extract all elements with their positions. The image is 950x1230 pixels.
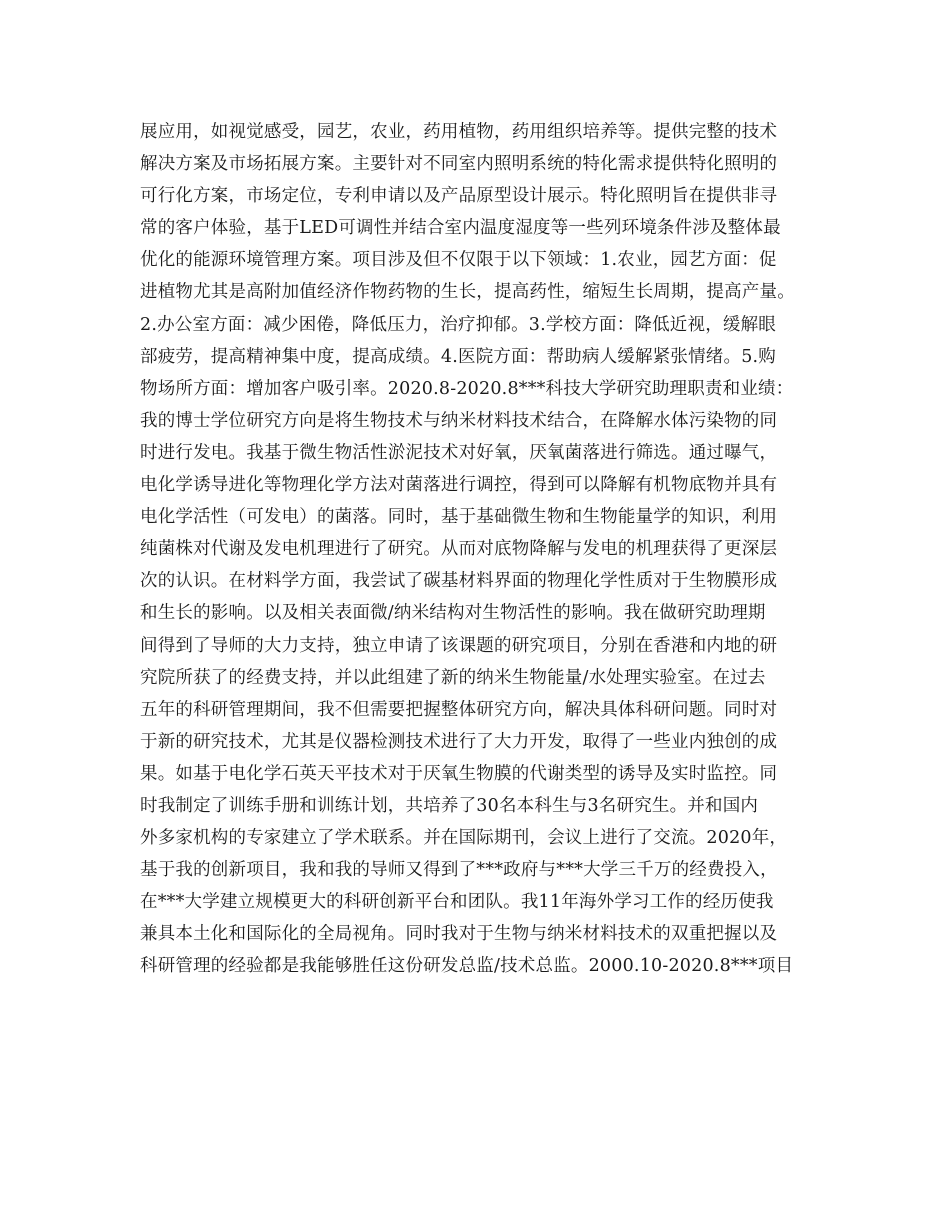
text-line: 五年的科研管理期间，我不但需要把握整体研究方向，解决具体科研问题。同时对 bbox=[140, 699, 778, 720]
body-text bbox=[140, 116, 840, 983]
text-line: 时我制定了训练手册和训练计划，共培养了30名本科生与3名研究生。并和国内 bbox=[140, 795, 759, 816]
text-line: 优化的能源环境管理方案。项目涉及但不仅限于以下领域：1.农业，园艺方面：促 bbox=[140, 250, 777, 271]
text-line: 兼具本土化和国际化的全局视角。同时我对于生物与纳米材料技术的双重把握以及 bbox=[140, 924, 778, 945]
text-line: 解决方案及市场拓展方案。主要针对不同室内照明系统的特化需求提供特化照明的 bbox=[140, 154, 778, 175]
text-line: 物场所方面：增加客户吸引率。2020.8-2020.8***科技大学研究助理职责和业绩： bbox=[140, 378, 794, 399]
text-line: 2.办公室方面：减少困倦，降低压力，治疗抑郁。3.学校方面：降低近视，缓解眼 bbox=[140, 314, 776, 335]
text-line: 于新的研究技术，尤其是仪器检测技术进行了大力开发，取得了一些业内独创的成 bbox=[140, 731, 778, 752]
text-line: 和生长的影响。以及相关表面微/纳米结构对生物活性的影响。我在做研究助理期 bbox=[140, 603, 766, 624]
text-line: 常的客户体验，基于LED可调性并结合室内温度湿度等一些列环境条件涉及整体最 bbox=[140, 218, 781, 239]
text-line: 基于我的创新项目，我和我的导师又得到了***政府与***大学三千万的经费投入， bbox=[140, 860, 778, 881]
text-line: 究院所获了的经费支持，并以此组建了新的纳米生物能量/水处理实验室。在过去 bbox=[140, 667, 766, 688]
text-line: 纯菌株对代谢及发电机理进行了研究。从而对底物降解与发电的机理获得了更深层 bbox=[140, 539, 778, 560]
text-line: 次的认识。在材料学方面，我尝试了碳基材料界面的物理化学性质对于生物膜形成 bbox=[140, 571, 778, 592]
text-line: 间得到了导师的大力支持，独立申请了该课题的研究项目，分别在香港和内地的研 bbox=[140, 635, 778, 656]
text-line: 电化学诱导进化等物理化学方法对菌落进行调控，得到可以降解有机物底物并具有 bbox=[140, 475, 778, 496]
text-line: 科研管理的经验都是我能够胜任这份研发总监/技术总监。2000.10-2020.8***项目 bbox=[140, 956, 794, 977]
text-line: 在***大学建立规模更大的科研创新平台和团队。我11年海外学习工作的经历使我 bbox=[140, 892, 774, 913]
text-line: 外多家机构的专家建立了学术联系。并在国际期刊，会议上进行了交流。2020年， bbox=[140, 828, 788, 849]
text-line: 时进行发电。我基于微生物活性淤泥技术对好氧，厌氧菌落进行筛选。通过曝气， bbox=[140, 442, 778, 463]
text-line: 我的博士学位研究方向是将生物技术与纳米材料技术结合，在降解水体污染物的同 bbox=[140, 410, 778, 431]
text-line: 展应用，如视觉感受，园艺，农业，药用植物，药用组织培养等。提供完整的技术 bbox=[140, 122, 778, 142]
text-line: 果。如基于电化学石英天平技术对于厌氧生物膜的代谢类型的诱导及实时监控。同 bbox=[140, 763, 778, 784]
text-line: 电化学活性（可发电）的菌落。同时，基于基础微生物和生物能量学的知识，利用 bbox=[140, 507, 778, 528]
text-line: 部疲劳，提高精神集中度，提高成绩。4.医院方面：帮助病人缓解紧张情绪。5.购 bbox=[140, 346, 776, 367]
text-line: 进植物尤其是高附加值经济作物药物的生长，提高药性，缩短生长周期，提高产量。 bbox=[140, 282, 795, 303]
text-line: 可行化方案，市场定位，专利申请以及产品原型设计展示。特化照明旨在提供非寻 bbox=[140, 186, 778, 207]
